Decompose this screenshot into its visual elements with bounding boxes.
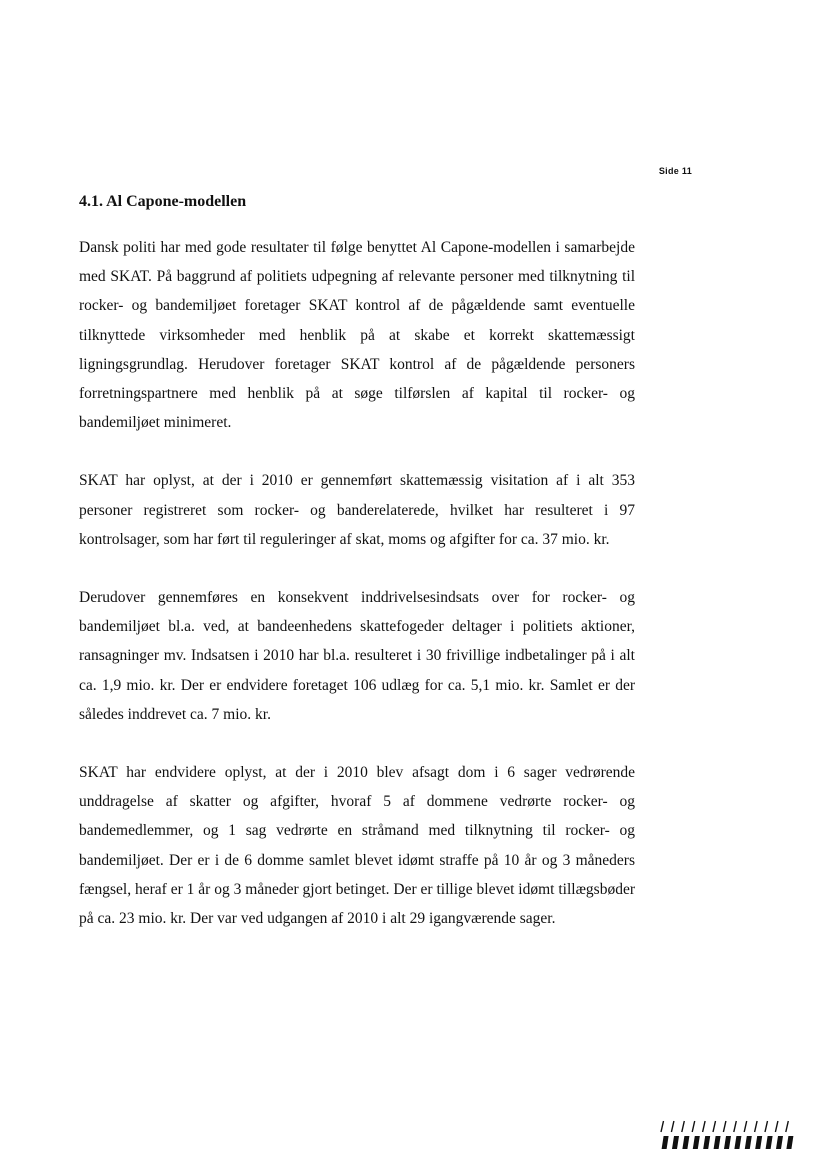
- paragraph-4: SKAT har endvidere oplyst, at der i 2010 blev afsagt dom i 6 sager vedrørende unddragelse af skatter og afgifter, hvoraf 5 af dommene vedrørte rocker- og bandemedlemmer, og 1 sag vedrørte en stråmand med tilknytning til rocker- og bandemiljøet. Der er i de 6 domme samlet blevet idømt straffe på 10 år og 3 måneders fængsel, heraf er 1 år og 3 måneder gjort betinget. Der er tillige blevet idømt tillægsbøder på ca. 23 mio. kr. Der var ved udgangen af 2010 i alt 29 igangværende sager.: [79, 764, 635, 928]
- barcode-thin-bar: [744, 1121, 747, 1132]
- barcode-thick-bar: [693, 1136, 700, 1149]
- barcode-thin-bar: [765, 1121, 768, 1132]
- barcode-thick-bar: [662, 1136, 669, 1149]
- barcode-thick-bar: [745, 1136, 752, 1149]
- barcode-thin-bar: [671, 1121, 674, 1132]
- barcode-thin-bar: [692, 1121, 695, 1132]
- paragraph-1: Dansk politi har med gode resultater til følge benyttet Al Capone-modellen i samarbejde med SKAT. På baggrund af politiets udpegning af relevante personer med tilknytning til rocker- og bandemiljøet foretager SKAT kontrol af de pågældende samt eventuelle tilknyttede virksomheder med henblik på at skabe et korrekt skattemæssigt ligningsgrundlag. Herudover foretager SKAT kontrol af de pågældende personers forretningspartnere med henblik på at søge tilførslen af kapital til rocker- og bandemiljøet minimeret.: [79, 239, 635, 432]
- barcode-thick-bar: [766, 1136, 773, 1149]
- barcode-thick-bar: [682, 1136, 689, 1149]
- barcode-thick-bar: [734, 1136, 741, 1149]
- barcode-thin-bar: [703, 1121, 706, 1132]
- barcode-thin-bar: [682, 1121, 685, 1132]
- paragraph-2: SKAT har oplyst, at der i 2010 er gennemført skattemæssig visitation af i alt 353 personer registreret som rocker- og banderelaterede, hvilket har resulteret i 97 kontrolsager, som har ført til reguleringer af skat, moms og afgifter for ca. 37 mio. kr.: [79, 472, 635, 548]
- barcode-thick-bar: [714, 1136, 721, 1149]
- barcode-thin-bar: [661, 1121, 664, 1132]
- page-number: Side 11: [658, 166, 692, 176]
- barcode-thin-bar: [755, 1121, 758, 1132]
- barcode-thin-bar: [713, 1121, 716, 1132]
- barcode-mark: [658, 1120, 794, 1150]
- barcode-thick-bar: [755, 1136, 762, 1149]
- barcode-thick-bar: [672, 1136, 679, 1149]
- barcode-thick-bar: [724, 1136, 731, 1149]
- barcode-thick-bar: [703, 1136, 710, 1149]
- barcode-thin-bar: [775, 1121, 778, 1132]
- section-heading: 4.1. Al Capone-modellen: [79, 193, 247, 210]
- barcode-thick-bar: [786, 1136, 793, 1149]
- barcode-thin-bar: [734, 1121, 737, 1132]
- paragraph-3: Derudover gennemføres en konsekvent inddrivelsesindsats over for rocker- og bandemiljøet bl.a. ved, at bandeenhedens skattefogeder deltager i politiets aktioner, ransagninger mv. Indsatsen i 2010 har bl.a. resulteret i 30 frivillige indbetalinger på i alt ca. 1,9 mio. kr. Der er endvidere foretaget 106 udlæg for ca. 5,1 mio. kr. Samlet er der således inddrevet ca. 7 mio. kr.: [79, 589, 635, 723]
- barcode-thin-bar: [723, 1121, 726, 1132]
- document-body: [79, 189, 635, 962]
- barcode-thick-bar: [776, 1136, 783, 1149]
- barcode-thin-bar: [786, 1121, 789, 1132]
